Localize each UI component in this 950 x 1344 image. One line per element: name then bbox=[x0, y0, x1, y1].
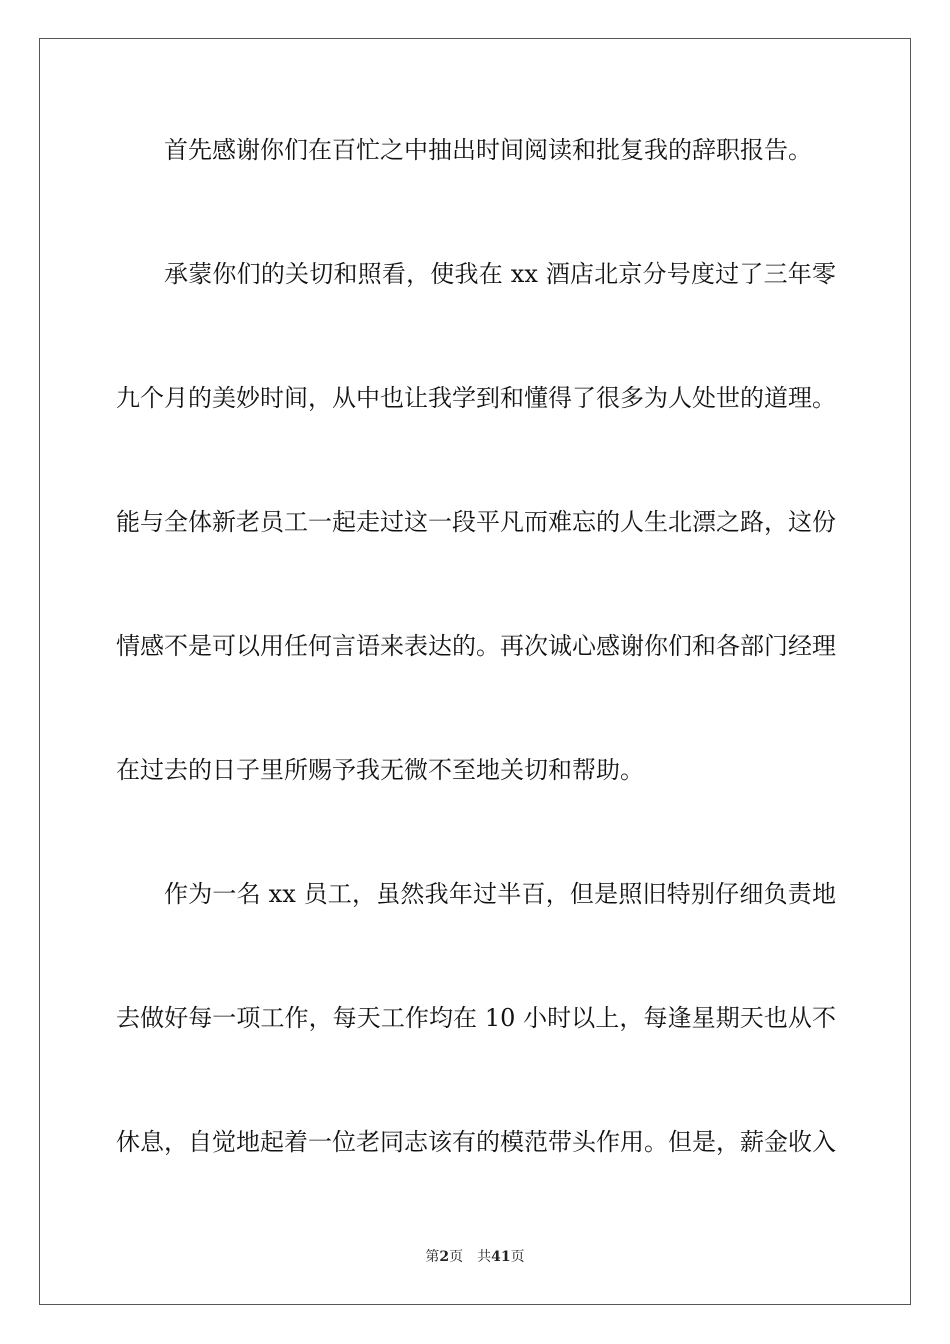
total-page-count: 41 bbox=[491, 1249, 511, 1265]
paragraph-3-line-2: 去做好每一项工作，每天工作均在 10 小时以上，每逢星期天也从不 bbox=[116, 1004, 836, 1032]
total-suffix: 页 bbox=[510, 1249, 525, 1265]
paragraph-2-line-4: 情感不是可以用任何言语来表达的。再次诚心感谢你们和各部门经理 bbox=[116, 632, 836, 660]
paragraph-3-line-3: 休息，自觉地起着一位老同志该有的模范带头作用。但是，薪金收入 bbox=[116, 1128, 836, 1156]
total-prefix: 共 bbox=[477, 1249, 492, 1265]
page-suffix: 页 bbox=[449, 1249, 464, 1265]
paragraph-2-line-2: 九个月的美妙时间，从中也让我学到和懂得了很多为人处世的道理。 bbox=[116, 384, 836, 412]
page-border bbox=[39, 38, 911, 1305]
page-prefix: 第 bbox=[425, 1249, 440, 1265]
paragraph-2-line-5: 在过去的日子里所赐予我无微不至地关切和帮助。 bbox=[116, 756, 644, 784]
current-page-number: 2 bbox=[439, 1249, 450, 1265]
paragraph-1-line-1: 首先感谢你们在百忙之中抽出时间阅读和批复我的辞职报告。 bbox=[164, 136, 812, 164]
page-footer bbox=[0, 1248, 950, 1266]
paragraph-3-line-1: 作为一名 xx 员工，虽然我年过半百，但是照旧特别仔细负责地 bbox=[164, 880, 836, 908]
paragraph-2-line-3: 能与全体新老员工一起走过这一段平凡而难忘的人生北漂之路，这份 bbox=[116, 508, 836, 536]
paragraph-2-line-1: 承蒙你们的关切和照看，使我在 xx 酒店北京分号度过了三年零 bbox=[164, 260, 836, 288]
